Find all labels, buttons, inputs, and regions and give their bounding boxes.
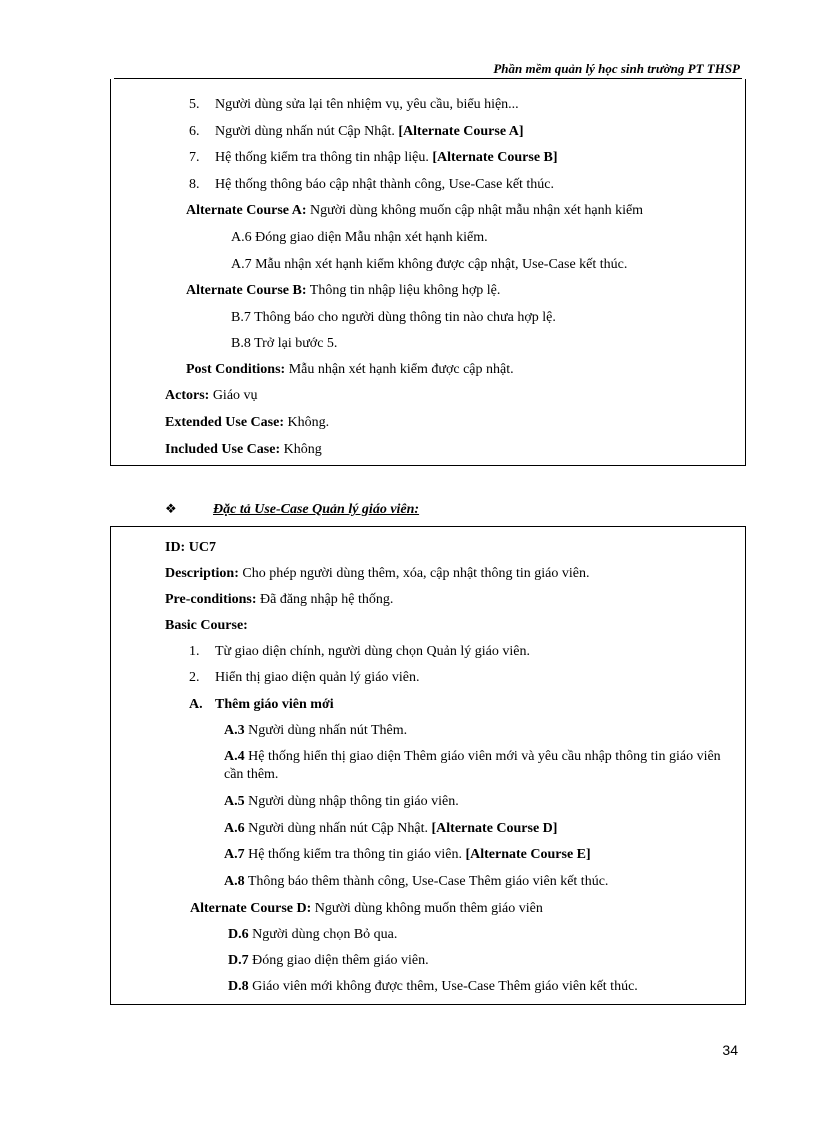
a-item: A.8 Thông báo thêm thành công, Use-Case Thêm giáo viên kết thúc. — [224, 874, 609, 889]
step-6: 6. Người dùng nhấn nút Cập Nhật. [Alternate Course A] — [189, 124, 524, 139]
step-5: 5. Người dùng sửa lại tên nhiệm vụ, yêu cầu, biểu hiện... — [189, 97, 519, 112]
alternate-course-ref: [Alternate Course A] — [398, 124, 524, 139]
d-item: D.8 Giáo viên mới không được thêm, Use-Case Thêm giáo viên kết thúc. — [228, 979, 638, 994]
pre-conditions: Pre-conditions: Đã đăng nhập hệ thống. — [165, 592, 394, 607]
d-item: D.6 Người dùng chọn Bỏ qua. — [228, 927, 398, 942]
extended-use-case: Extended Use Case: Không. — [165, 415, 330, 430]
step-7: 7. Hệ thống kiểm tra thông tin nhập liệu. [Alternate Course B] — [189, 150, 558, 165]
alternate-course-ref: [Alternate Course E] — [465, 847, 591, 862]
a-item: A.3 Người dùng nhấn nút Thêm. — [224, 723, 408, 738]
alt-a-item: A.7 Mẫu nhận xét hạnh kiểm không được cập nhật, Use-Case kết thúc. — [231, 257, 628, 272]
included-use-case: Included Use Case: Không — [165, 442, 322, 457]
alt-b-item: B.8 Trở lại bước 5. — [231, 336, 338, 351]
alternate-course-ref: [Alternate Course D] — [431, 821, 558, 836]
section-a-heading: A. Thêm giáo viên mới — [189, 697, 334, 712]
alternate-course-ref: [Alternate Course B] — [432, 150, 558, 165]
actors: Actors: Giáo vụ — [165, 388, 258, 403]
alt-b-item: B.7 Thông báo cho người dùng thông tin nào chưa hợp lệ. — [231, 310, 556, 325]
section-title: Đặc tả Use-Case Quản lý giáo viên: — [213, 502, 420, 517]
alternate-course-b: Alternate Course B: Thông tin nhập liệu không hợp lệ. — [186, 283, 501, 298]
d-item: D.7 Đóng giao diện thêm giáo viên. — [228, 953, 429, 968]
a-item: A.6 Người dùng nhấn nút Cập Nhật. [Alternate Course D] — [224, 821, 558, 836]
alternate-course-d: Alternate Course D: Người dùng không muốn thêm giáo viên — [190, 901, 543, 916]
alt-a-item: A.6 Đóng giao diện Mẫu nhận xét hạnh kiểm. — [231, 230, 488, 245]
post-conditions: Post Conditions: Mẫu nhận xét hạnh kiểm được cập nhật. — [186, 362, 514, 377]
diamond-bullet-icon: ❖ — [165, 501, 177, 516]
description: Description: Cho phép người dùng thêm, xóa, cập nhật thông tin giáo viên. — [165, 566, 590, 581]
step-2: 2. Hiển thị giao diện quản lý giáo viên. — [189, 670, 420, 685]
a-item: A.5 Người dùng nhập thông tin giáo viên. — [224, 794, 459, 809]
a-item: A.4 Hệ thống hiển thị giao diện Thêm giáo viên mới và yêu cầu nhập thông tin giáo viên cần thêm. — [224, 749, 721, 782]
basic-course-label: Basic Course: — [165, 618, 248, 633]
running-header: Phần mềm quản lý học sinh trường PT THSP — [493, 61, 740, 76]
use-case-id: ID: UC7 — [165, 540, 216, 555]
alternate-course-a: Alternate Course A: Người dùng không muốn cập nhật mẫu nhận xét hạnh kiểm — [186, 203, 644, 218]
section-heading — [165, 501, 419, 518]
page-number: 34 — [722, 1042, 738, 1058]
step-8: 8. Hệ thống thông báo cập nhật thành công, Use-Case kết thúc. — [189, 177, 555, 192]
a-item: A.7 Hệ thống kiểm tra thông tin giáo viên. [Alternate Course E] — [224, 847, 591, 862]
step-1: 1. Từ giao diện chính, người dùng chọn Quản lý giáo viên. — [189, 644, 530, 659]
